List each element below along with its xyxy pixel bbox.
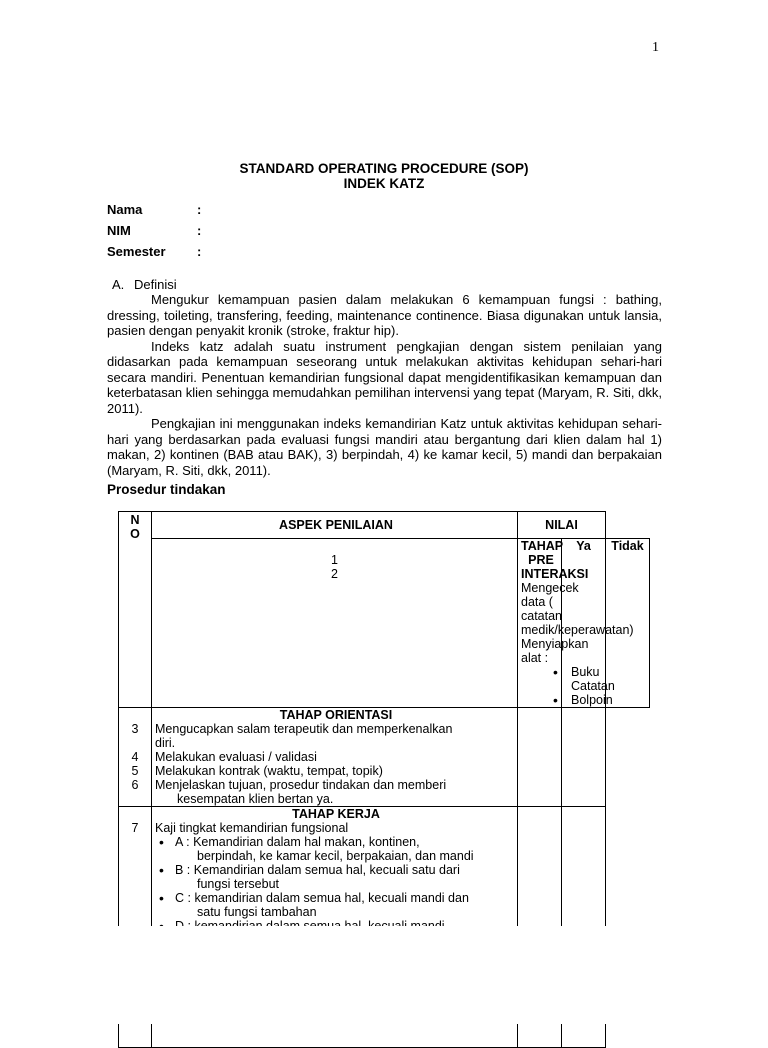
- document-title: STANDARD OPERATING PROCEDURE (SOP): [239, 161, 529, 176]
- list-item: Melakukan kontrak (waktu, tempat, topik): [155, 764, 383, 778]
- option-item-c: • C : kemandirian dalam semua hal, kecuali mandi dan satu fungsi tambahan: [155, 891, 517, 919]
- section-kerja: TAHAP KERJA: [292, 807, 380, 821]
- document-subtitle: INDEK KATZ: [343, 176, 425, 191]
- table-row: [119, 708, 650, 807]
- option-item-a: • A : Kemandirian dalam hal makan, kontinen, berpindah, ke kamar kecil, berpakaian, dan mandi: [155, 835, 517, 863]
- section-letter: A.: [112, 277, 125, 292]
- list-item-continuation: diri.: [155, 736, 176, 750]
- paragraph: Indeks katz adalah suatu instrument pengkajian dengan sistem penilaian yang didasarkan pada kemampuan seseorang untuk melakukan aktivitas kehidupan sehari-hari secara mandiri. Penentuan kemandirian fungsional dapat mengidentifikasikan kemampuan dan keterbatasan klien sehingga memudahkan pemilihan intervensi yang tepat (Maryam, R. Siti, dkk, 2011).: [107, 338, 662, 416]
- col-tidak-header: Tidak: [606, 539, 650, 708]
- field-nama-colon: :: [197, 202, 202, 217]
- field-semester-label: Semester: [107, 244, 166, 259]
- col-no-header: N O: [119, 512, 152, 708]
- page-bottom-margin: [118, 926, 651, 1024]
- prosedur-heading: Prosedur tindakan: [107, 482, 226, 497]
- field-nama-label: Nama: [107, 202, 143, 217]
- field-nim-colon: :: [197, 223, 202, 238]
- row-number: 2: [331, 567, 338, 581]
- section-title: Definisi: [134, 277, 177, 292]
- row-number: 3: [131, 722, 139, 736]
- col-nilai-header: NILAI: [518, 512, 606, 539]
- table-row: [119, 539, 650, 708]
- col-ya-header: Ya: [562, 539, 606, 708]
- field-semester: [107, 244, 202, 259]
- list-item: • Buku Catatan: [521, 665, 571, 693]
- paragraph: Pengkajian ini menggunakan indeks kemandirian Katz untuk aktivitas kehidupan sehari-hari yang berdasarkan pada evaluasi fungsi mandiri atau bergantung dari klien dalam hal 1) makan, 2) kontinen (BAB atau BAK), 3) berpindah, 4) ke kamar kecil, 5) mandi dan berpakaian (Maryam, R. Siti, dkk, 2011).: [107, 416, 662, 478]
- row-number: 7: [131, 821, 139, 835]
- list-item: Menyiapkan alat :: [521, 637, 589, 665]
- list-item: • Bolpoin: [521, 693, 571, 707]
- section-pre-interaksi: TAHAP PRE INTERAKSI: [521, 539, 589, 581]
- list-item: Kaji tingkat kemandirian fungsional: [155, 821, 349, 835]
- list-item-continuation: kesempatan klien bertan ya.: [177, 792, 334, 806]
- section-definisi-heading: [112, 277, 177, 292]
- row-number: 6: [131, 778, 139, 792]
- field-semester-colon: :: [197, 244, 202, 259]
- page-number: 1: [652, 40, 659, 55]
- field-nim: [107, 223, 202, 238]
- col-aspek-header: ASPEK PENILAIAN: [152, 512, 518, 539]
- row-number: 5: [131, 764, 139, 778]
- field-nim-label: NIM: [107, 223, 131, 238]
- field-nama: [107, 202, 202, 217]
- section-orientasi: TAHAP ORIENTASI: [279, 708, 393, 722]
- list-item: Menjelaskan tujuan, prosedur tindakan dan memberi: [155, 778, 447, 792]
- list-item: Melakukan evaluasi / validasi: [155, 750, 317, 764]
- table-header-row: [119, 512, 650, 539]
- list-item: Mengucapkan salam terapeutik dan memperkenalkan: [155, 722, 453, 736]
- definisi-text: [107, 292, 662, 478]
- row-number: 4: [131, 750, 139, 764]
- row-number: [119, 736, 151, 750]
- list-item: Mengecek data ( catatan medik/keperawatan): [521, 581, 634, 637]
- option-item-b: • B : Kemandirian dalam semua hal, kecuali satu dari fungsi tersebut: [155, 863, 517, 891]
- paragraph: Mengukur kemampuan pasien dalam melakukan 6 kemampuan fungsi : bathing, dressing, toileting, transfering, feeding, maintenance continence. Biasa digunakan untuk lansia, pasien dengan penyakit kronik (stroke, fraktur hip).: [107, 292, 662, 338]
- row-number: 1: [331, 553, 338, 567]
